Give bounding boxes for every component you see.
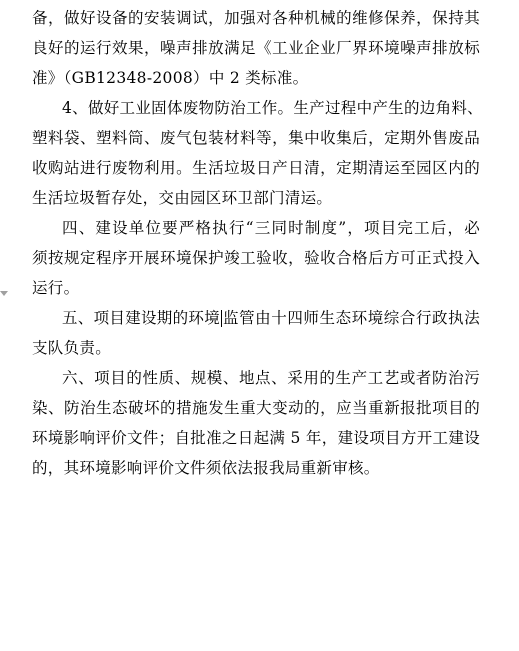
text-segment: 五、项目建设期的环境 [62, 309, 221, 327]
text-line: 塑料袋、塑料筒、废气包装材料等，集中收集后，定期外售废品 [32, 129, 480, 147]
text-line: 4、做好工业固体废物防治工作。生产过程中产生的边角料、 [62, 99, 483, 117]
text-segment: 监管由十四师生态环境综合行政执法 [223, 309, 480, 327]
text-cursor [221, 310, 222, 327]
text-line-with-caret [62, 303, 480, 333]
text-line: 环境影响评价文件；自批准之日起满 5 年，建设项目方开工建设 [32, 429, 480, 447]
margin-marker-icon [0, 291, 8, 296]
text-line: 运行。 [32, 279, 80, 297]
text-line: 六、项目的性质、规模、地点、采用的生产工艺或者防治污 [62, 369, 480, 387]
text-line: 染、防治生态破坏的措施发生重大变动的，应当重新报批项目的 [32, 399, 480, 417]
text-line: 四、建设单位要严格执行“三同时制度”，项目完工后，必 [62, 219, 480, 237]
text-line: 须按规定程序开展环境保护竣工验收，验收合格后方可正式投入 [32, 249, 480, 267]
text-line: 生活垃圾暂存处，交由园区环卫部门清运。 [32, 189, 333, 207]
text-line: 支队负责。 [32, 339, 112, 357]
text-line: 备，做好设备的安装调试，加强对各种机械的维修保养，保持其 [32, 9, 480, 27]
text-line: 收购站进行废物利用。生活垃圾日产日清，定期清运至园区内的 [32, 159, 480, 177]
text-line: 准》（GB12348-2008）中 2 类标准。 [32, 69, 309, 87]
text-line: 的，其环境影响评价文件须依法报我局重新审核。 [32, 459, 380, 477]
text-line: 良好的运行效果，噪声排放满足《工业企业厂界环境噪声排放标 [32, 39, 480, 57]
